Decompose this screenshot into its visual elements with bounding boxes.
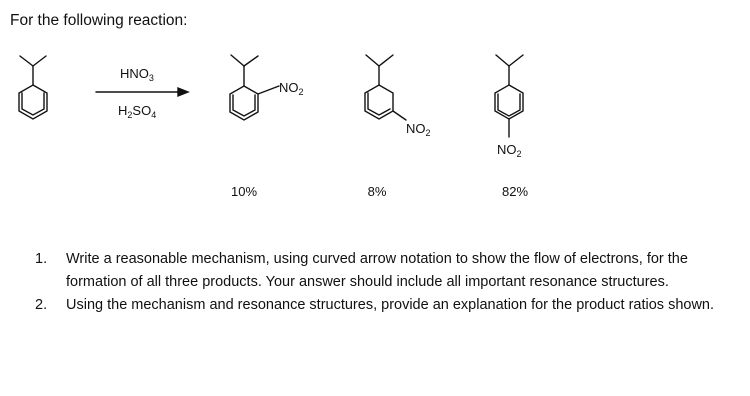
yield-para: 82% — [501, 184, 529, 199]
para-nitro-label: $NO_2$ — [497, 142, 522, 159]
question-number: 2. — [35, 297, 48, 313]
product-ortho-structure — [230, 55, 279, 120]
question-text: Write a reasonable mechanism, using curved arrow notation to show the flow of electrons, for the formation of all three products. Your answer should include all important resonance structures. — [66, 251, 688, 290]
reaction-arrow — [96, 88, 188, 96]
intro-text: For the following reaction: — [10, 12, 188, 29]
question-item — [35, 248, 735, 294]
meta-nitro-label: $NO_2$ — [406, 121, 431, 138]
yield-ortho: 10% — [230, 184, 258, 199]
question-item — [35, 294, 735, 317]
product-meta-structure — [365, 55, 406, 120]
reagent-sulfuric-acid: $H_2SO_4$ — [118, 103, 157, 120]
question-list — [35, 248, 735, 317]
question-number: 1. — [35, 251, 48, 267]
question-text: Using the mechanism and resonance structures, provide an explanation for the product ratios shown. — [66, 297, 715, 313]
yield-meta: 8% — [367, 184, 387, 199]
product-para-structure — [495, 55, 523, 137]
ortho-nitro-label: $NO_2$ — [279, 80, 304, 97]
reactant-isopropylbenzene — [19, 56, 47, 119]
reagent-nitric-acid: $HNO_3$ — [120, 66, 154, 83]
